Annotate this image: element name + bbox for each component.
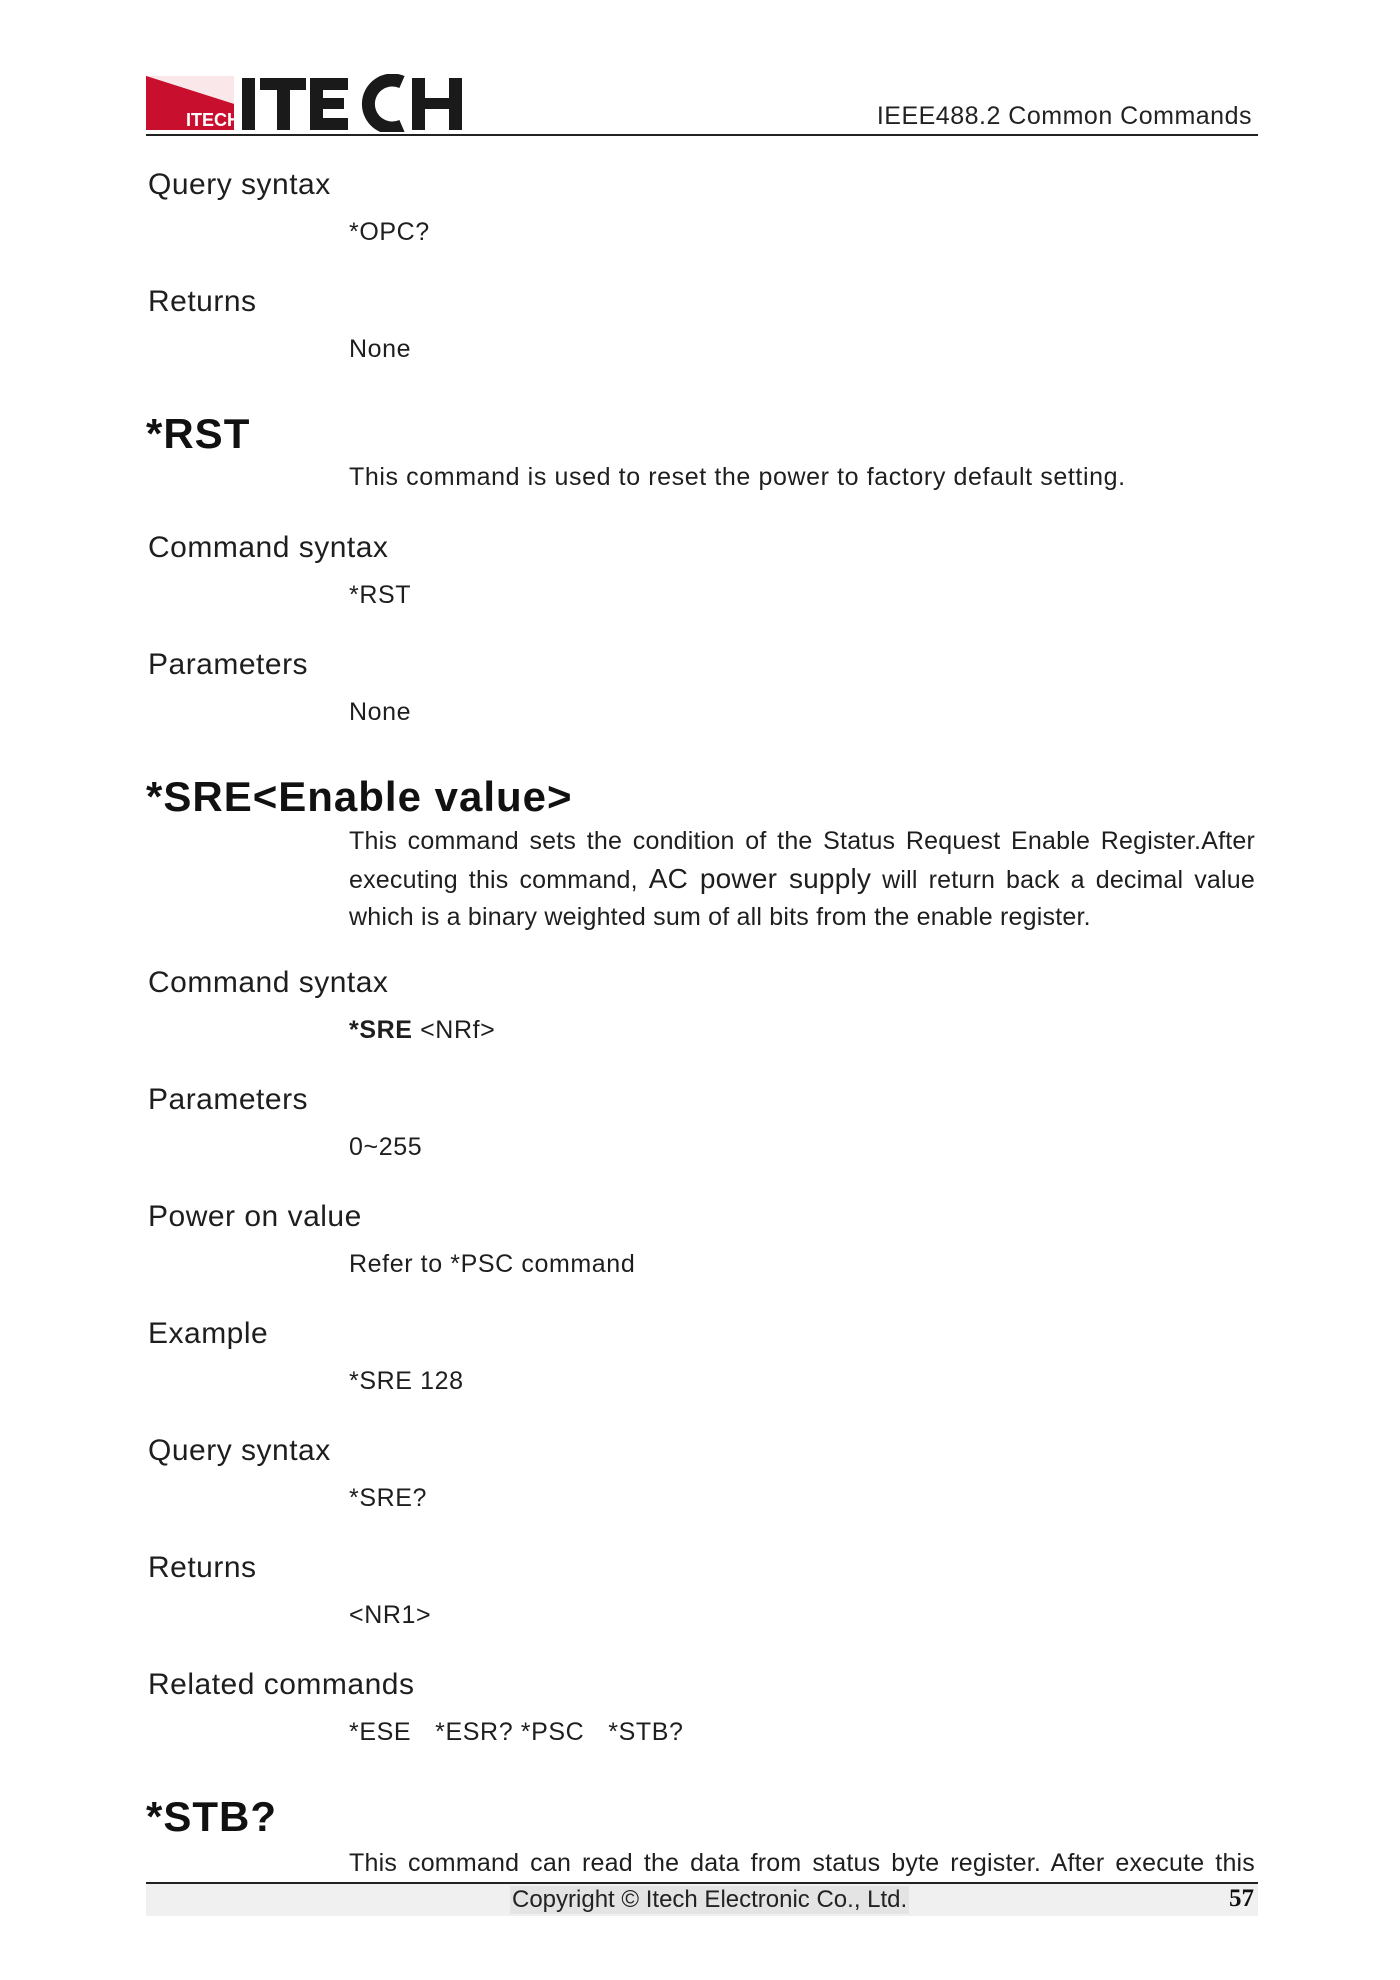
stb-desc-line-1: This command can read the data from status byte register. After execute this bbox=[349, 1849, 1255, 1877]
sre-query-syntax-label: Query syntax bbox=[148, 1434, 331, 1467]
svg-text:ITECH: ITECH bbox=[186, 110, 240, 130]
sre-power-on-value: Refer to *PSC command bbox=[349, 1250, 636, 1278]
rst-command-syntax-label: Command syntax bbox=[148, 531, 389, 564]
page-header bbox=[146, 70, 1258, 136]
sre-command-bold: *SRE bbox=[349, 1016, 413, 1044]
query-syntax-label: Query syntax bbox=[148, 168, 331, 201]
sre-desc-line-1: This command sets the condition of the Status Request Enable Register.After bbox=[349, 827, 1255, 855]
sre-returns-label: Returns bbox=[148, 1551, 257, 1584]
rst-parameters-value: None bbox=[349, 698, 412, 726]
sre-query-syntax-value: *SRE? bbox=[349, 1484, 428, 1512]
sre-command-syntax-value bbox=[349, 1016, 495, 1045]
sre-parameters-value: 0~255 bbox=[349, 1133, 423, 1161]
sre-desc-line-2b: AC power supply bbox=[648, 863, 872, 894]
sre-desc-line-2a: executing this command, bbox=[349, 866, 638, 894]
rst-heading: *RST bbox=[146, 410, 251, 457]
sre-example-value: *SRE 128 bbox=[349, 1367, 464, 1395]
sre-parameters-label: Parameters bbox=[148, 1083, 309, 1116]
returns-label: Returns bbox=[148, 285, 257, 318]
sre-description bbox=[349, 823, 1255, 936]
sre-desc-line-2 bbox=[349, 860, 1255, 899]
sre-power-on-label: Power on value bbox=[148, 1200, 362, 1233]
returns-value: None bbox=[349, 335, 412, 363]
sre-related-list bbox=[349, 1718, 708, 1747]
sre-example-label: Example bbox=[148, 1317, 269, 1350]
sre-command-arg: <NRf> bbox=[420, 1016, 496, 1044]
sre-command-syntax-label: Command syntax bbox=[148, 966, 389, 999]
page-footer bbox=[146, 1882, 1258, 1916]
rst-command-syntax-value: *RST bbox=[349, 581, 412, 609]
stb-heading: *STB? bbox=[146, 1793, 277, 1840]
section-title: IEEE488.2 Common Commands bbox=[876, 102, 1252, 130]
related-command: *ESR? *PSC bbox=[435, 1718, 585, 1746]
rst-parameters-label: Parameters bbox=[148, 648, 309, 681]
sre-desc-line-3: which is a binary weighted sum of all bits from the enable register. bbox=[349, 903, 1091, 931]
page-number: 57 bbox=[1229, 1885, 1254, 1912]
copyright: Copyright © Itech Electronic Co., Ltd. bbox=[512, 1886, 908, 1913]
sre-heading: *SRE<Enable value> bbox=[146, 773, 573, 820]
sre-returns-value: <NR1> bbox=[349, 1601, 432, 1629]
related-command: *ESE bbox=[349, 1718, 412, 1746]
sre-related-label: Related commands bbox=[148, 1668, 415, 1701]
query-syntax-value: *OPC? bbox=[349, 218, 430, 246]
rst-description: This command is used to reset the power to factory default setting. bbox=[349, 463, 1126, 491]
stb-description bbox=[349, 1845, 1255, 1882]
related-command: *STB? bbox=[608, 1718, 684, 1746]
itech-logo bbox=[146, 74, 466, 132]
sre-desc-line-2c: will return back a decimal value bbox=[882, 866, 1255, 894]
